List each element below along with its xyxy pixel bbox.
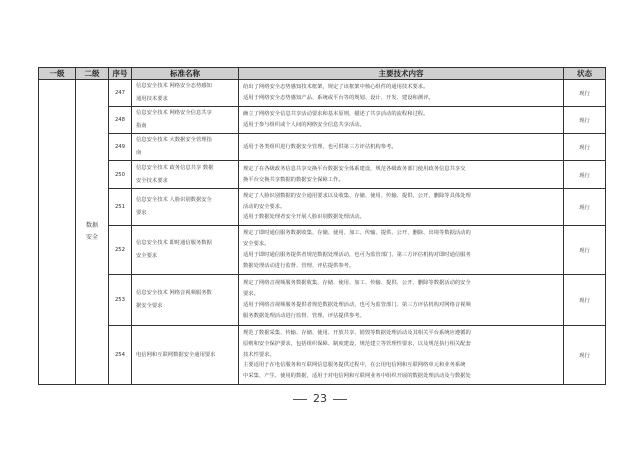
content-cell: [239, 326, 564, 385]
status-cell: 现行: [564, 107, 606, 134]
status-cell: 现行: [564, 275, 606, 326]
content-line: 中采集、产生、使用的数据，适用于对电信网和互联网业务中组织开展的数据处理活动及与数据处: [243, 373, 471, 380]
content-line: 规定了人脸识别数据的安全通用要求以及收集、存储、使用、传输、提供、公开、删除等具体处理: [243, 192, 471, 199]
name-line: 指南: [136, 123, 147, 129]
seq-cell: 252: [109, 226, 132, 275]
seq-cell: 247: [109, 80, 132, 107]
content-line: 适用于即时通信服务提供者规范数据处理活动，也可为监管部门、第三方评估机构对即时通信服务: [243, 252, 471, 258]
status-cell: 现行: [564, 189, 606, 226]
name-cell: [132, 161, 239, 189]
status-cell: 现行: [564, 226, 606, 275]
page-number: 23: [313, 392, 327, 405]
seq-cell: 253: [109, 275, 132, 326]
content-cell: [239, 275, 564, 326]
content-line: 规范了数据采集、传输、存储、使用、开放共享、销毁等数据处理活动及其相关平台系统应遵循的: [243, 330, 471, 336]
content-line: 适用于网络安全态势感知产品、系统或平台等的规划、设计、开发、建设和测评。: [243, 95, 434, 101]
header-row: [39, 68, 606, 80]
seq-cell: 250: [109, 161, 132, 189]
seq-cell: 248: [109, 107, 132, 134]
content-line: 给出了网络安全态势感知技术框架，规定了该框架中核心组件的通用技术要求。: [243, 84, 429, 91]
header-name: 标准名称: [132, 68, 239, 80]
content-line: 规定了在各级政务信息共享交换平台数据安全体系建设，规范各级政务部门使用政务信息共享交: [243, 165, 466, 172]
header-level2: 二级: [76, 68, 109, 80]
footer-dash-right: [333, 399, 347, 400]
status-cell: 现行: [564, 134, 606, 161]
content-line: 规定了即时通信服务数据收集、存储、使用、加工、传输、提供、公开、删除、出境等数据活动的: [243, 230, 471, 237]
seq-cell: 249: [109, 134, 132, 161]
content-line: 数据处理活动进行监督、管理、评估提供参考。: [243, 262, 355, 269]
content-cell: [239, 161, 564, 189]
content-line: 要求。: [243, 291, 259, 298]
standards-table: [38, 67, 606, 385]
table-row: [39, 161, 606, 189]
name-line: 信息安全技术 网络音视频服务数: [136, 290, 212, 296]
header-level1: 一级: [39, 68, 76, 80]
content-line: 技术性要求。: [243, 351, 275, 358]
footer-dash-left: [293, 399, 307, 400]
name-cell: [132, 80, 239, 107]
content-cell: [239, 80, 564, 107]
table-row: [39, 189, 606, 226]
name-line: 要求: [136, 210, 147, 216]
table-row: [39, 134, 606, 161]
name-line: 信息安全技术 大数据安全管理指: [136, 137, 212, 143]
content-line: 适用于网络音视频服务提供者规范数据处理活动，也可为监管部门、第三方评估机构对网络音视频: [243, 302, 471, 308]
table-row: [39, 80, 606, 107]
status-cell: 现行: [564, 326, 606, 385]
name-line: 据安全要求: [136, 303, 163, 309]
content-cell: [239, 134, 564, 161]
content-line: 适用于各类组织进行数据安全管理，也可供第三方评估机构参考。: [243, 143, 397, 150]
name-cell: [132, 134, 239, 161]
content-line: 适用于数据处理者安全开展人脸识别数据处理活动。: [243, 214, 365, 221]
header-status: 状态: [564, 68, 606, 80]
header-seq: 序号: [109, 68, 132, 80]
name-line: 电信网和互联网数据安全通用要求: [136, 351, 216, 358]
status-cell: 现行: [564, 161, 606, 189]
name-cell: [132, 275, 239, 326]
category-line1: 数据: [85, 222, 98, 229]
content-cell: [239, 226, 564, 275]
name-cell: [132, 107, 239, 134]
content-line: 换平台交换共享数据的数据安全保障工作。: [243, 176, 344, 183]
content-line: 确立了网络安全信息共享活动要求和基本原则，描述了共享活动的流程和过程。: [243, 111, 429, 118]
name-cell: [132, 226, 239, 275]
header-content: 主要技术内容: [239, 68, 564, 80]
name-line: 安全要求: [136, 253, 158, 259]
table-row: [39, 226, 606, 275]
content-cell: [239, 107, 564, 134]
name-line: 信息安全技术 政务信息共享 数据: [136, 164, 214, 171]
name-line: 信息安全技术 网络安全态势感知: [136, 83, 212, 89]
name-line: 信息安全技术 人脸识别数据安全: [136, 197, 212, 203]
content-cell: [239, 189, 564, 226]
level1-cell: [39, 80, 76, 385]
seq-cell: 251: [109, 189, 132, 226]
content-line: 主要适用于在电信服务和互联网信息服务提供过程中，在公用电信网和互联网络单元和业务系统: [243, 362, 466, 369]
content-line: 安全要求。: [243, 241, 270, 248]
name-cell: [132, 326, 239, 385]
content-line: 原则和安全保护要求，包括组织保障、制度建设、规范建立等管理性要求，以及规范执行相关配套: [243, 340, 471, 347]
table-row: [39, 326, 606, 385]
seq-cell: 254: [109, 326, 132, 385]
page-footer: [0, 392, 640, 405]
content-line: 适用于参与组织或个人间的网络安全信息共享活动。: [243, 122, 365, 128]
name-line: 南: [136, 150, 142, 156]
content-line: 活动的安全要求。: [243, 203, 286, 210]
table-row: [39, 275, 606, 326]
name-line: 信息安全技术 网络安全信息共享: [136, 110, 212, 116]
category-line2: 安全: [85, 234, 98, 241]
name-line: 安全技术要求: [136, 177, 168, 184]
name-cell: [132, 189, 239, 226]
table-row: [39, 107, 606, 134]
content-line: 规定了网络音视频服务数据收集、存储、使用、加工、传输、提供、公开、删除等数据活动的安全: [243, 280, 471, 287]
name-line: 通用技术要求: [136, 96, 168, 102]
name-line: 信息安全技术 即时通信服务数据: [136, 240, 212, 246]
level2-cell: [76, 80, 109, 385]
status-cell: 现行: [564, 80, 606, 107]
content-line: 服务数据处理活动进行监督、管理、评估提供参考。: [243, 312, 365, 319]
